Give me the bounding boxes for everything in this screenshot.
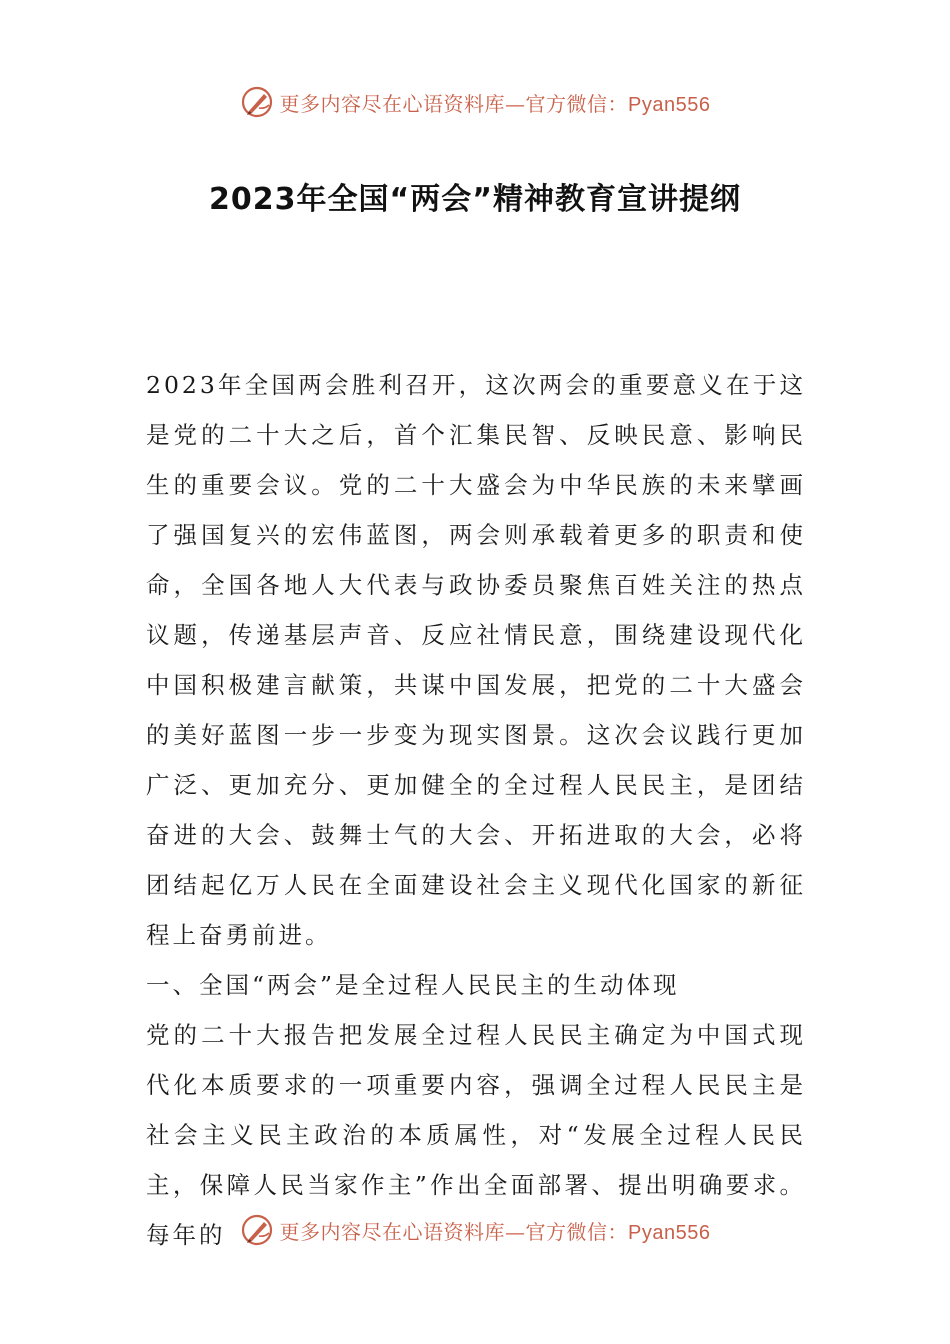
- paragraph-section-1: 党的二十大报告把发展全过程人民民主确定为中国式现代化本质要求的一项重要内容，强调全过程人民民主是社会主义民主政治的本质属性，对“发展全过程人民民主，保障人民当家作主”作出全面部署、提出明确要求。每年的: [146, 1021, 806, 1249]
- pen-logo-icon: [240, 85, 274, 119]
- document-title: 2023年全国“两会”精神教育宣讲提纲: [209, 182, 741, 217]
- footer-wechat-id: Pyan556: [628, 1221, 711, 1244]
- header-brand-text: 更多内容尽在心语资料库—官方微信：: [279, 91, 629, 116]
- header-wechat-id: Pyan556: [628, 93, 711, 116]
- header-banner: [0, 82, 950, 122]
- footer-banner: [0, 1210, 950, 1250]
- footer-brand-text: 更多内容尽在心语资料库—官方微信：: [279, 1219, 629, 1244]
- pen-logo-icon: [240, 1213, 274, 1247]
- paragraph-intro: 2023年全国两会胜利召开，这次两会的重要意义在于这是党的二十大之后，首个汇集民智、反映民意、影响民生的重要会议。党的二十大盛会为中华民族的未来擘画了强国复兴的宏伟蓝图，两会则承载着更多的职责和使命，全国各地人大代表与政协委员聚焦百姓关注的热点议题，传递基层声音、反应社情民意，围绕建设现代化中国积极建言献策，共谋中国发展，把党的二十大盛会的美好蓝图一步一步变为现实图景。这次会议践行更加广泛、更加充分、更加健全的全过程人民民主，是团结奋进的大会、鼓舞士气的大会、开拓进取的大会，必将团结起亿万人民在全面建设社会主义现代化国家的新征程上奋勇前进。: [146, 371, 806, 949]
- section-heading-1: 一、全国“两会”是全过程人民民主的生动体现: [146, 971, 680, 999]
- document-body: [146, 360, 806, 1260]
